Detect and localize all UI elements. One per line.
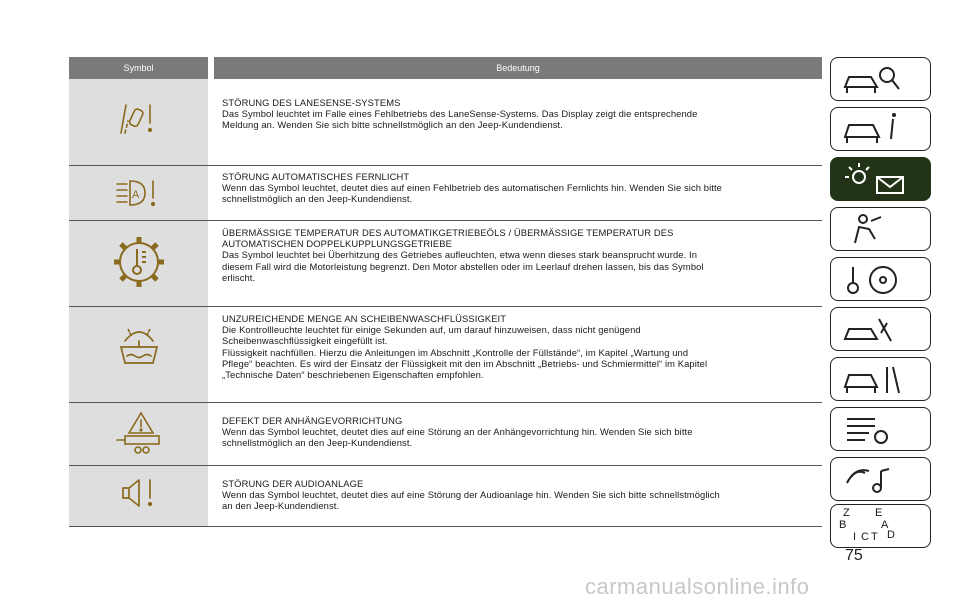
table-row [69, 403, 822, 466]
tab-specs-list[interactable] [830, 407, 931, 451]
index-letter: E [875, 507, 883, 519]
transmission-temperature-icon [112, 235, 166, 289]
row-line: an den Jeep-Kundendienst. [222, 500, 340, 512]
row-title: STÖRUNG DER AUDIOANLAGE [222, 478, 364, 489]
row-line: schnellstmöglich an den Jeep-Kundendienst. [222, 437, 413, 449]
tab-car-info[interactable] [830, 107, 931, 151]
index-letter: T [871, 531, 878, 543]
header-meaning: Bedeutung [496, 63, 540, 73]
table-row [69, 307, 822, 403]
washer-fluid-icon [115, 325, 163, 367]
tab-car-wrench[interactable] [830, 357, 931, 401]
tab-warning-lights[interactable] [830, 157, 931, 201]
warning-lights-icon [841, 163, 921, 197]
seat-airbag-icon [841, 213, 921, 247]
multimedia-icon [841, 463, 921, 497]
car-wrench-icon [841, 363, 921, 397]
table-row [69, 221, 822, 307]
tab-car-search[interactable] [830, 57, 931, 101]
index-letter: B [839, 519, 847, 531]
row-line: Das Symbol leuchtet bei Überhitzung des Getriebes aufleuchten, etwa wenn dieses stark beansprucht wurde. In [222, 249, 698, 261]
row-line: Wenn das Symbol leuchtet, deutet dies auf eine Störung an der Anhängevorrichtung hin. Wenden Sie sich bitte [222, 426, 693, 438]
table-row [69, 166, 822, 221]
row-line: Flüssigkeit nachfüllen. Hierzu die Anleitungen im Abschnitt „Kontrolle der Füllstände“, im Kapitel „Wartung und [222, 346, 689, 358]
warning-lights-table [69, 57, 822, 527]
lanesense-fault-icon [117, 101, 161, 135]
audio-fault-icon [119, 476, 159, 510]
row-line: Wenn das Symbol leuchtet, deutet dies auf eine Störung der Audioanlage hin. Wenden Sie sich bitte schnellstmöglich [222, 489, 720, 501]
tab-index[interactable] [830, 504, 931, 548]
table-row [69, 79, 822, 166]
row-title: STÖRUNG AUTOMATISCHES FERNLICHT [222, 171, 410, 182]
tab-multimedia[interactable] [830, 457, 931, 501]
table-row [69, 466, 822, 527]
car-search-icon [841, 63, 921, 97]
index-letter: D [887, 529, 895, 541]
watermark: carmanualsonline.info [585, 574, 810, 599]
svg-text:A: A [131, 189, 139, 201]
specs-list-icon [841, 413, 921, 447]
row-line: Das Symbol leuchtet im Falle eines Fehlbetriebs des LaneSense-Systems. Das Display zeigt die entsprechende [222, 108, 698, 120]
row-line: „Technische Daten“ beschriebenen Eigenschaften empfohlen. [222, 369, 484, 381]
row-line: Wenn das Symbol leuchtet, deutet dies auf einen Fehlbetrieb des automatischen Fernlichts hin. Wenden Sie sich bitte [222, 182, 722, 194]
row-title: DEFEKT DER ANHÄNGEVORRICHTUNG [222, 415, 403, 426]
row-line: schnellstmöglich an den Jeep-Kundendienst. [222, 193, 413, 205]
car-info-icon [841, 113, 921, 147]
tab-seat-airbag[interactable] [830, 207, 931, 251]
index-letter: C [861, 531, 869, 543]
row-line: Pflege“ beachten. Es wird der Einsatz der Flüssigkeit mit den im Abschnitt „Betriebs- und Schmiermittel“ im Kapitel [222, 357, 708, 369]
index-letter: I [853, 531, 857, 543]
row-line: diesem Fall wird die Motorleistung begrenzt. Den Motor abstellen oder im Leerlauf drehen lassen, bis das Symbol [222, 260, 704, 272]
row-title: ÜBERMÄSSIGE TEMPERATUR DES AUTOMATIKGETRIEBEÖLS / ÜBERMÄSSIGE TEMPERATUR DES [222, 227, 674, 238]
row-line: Scheibenwaschflüssigkeit eingefüllt ist. [222, 335, 388, 347]
index-letter: A [881, 519, 889, 531]
index-letter: Z [843, 507, 850, 519]
table-header [69, 57, 822, 79]
trailer-fault-icon [115, 411, 163, 457]
auto-high-beam-fault-icon [115, 178, 163, 208]
row-line: erlischt. [222, 271, 256, 283]
steering-key-icon [841, 263, 921, 297]
header-symbol: Symbol [123, 63, 154, 73]
row-line: Die Kontrollleuchte leuchtet für einige Sekunden auf, um darauf hinzuweisen, dass nicht genügend [222, 324, 641, 336]
row-title: UNZUREICHENDE MENGE AN SCHEIBENWASCHFLÜSSIGKEIT [222, 313, 507, 324]
tab-car-crash[interactable] [830, 307, 931, 351]
row-line: Meldung an. Wenden Sie sich bitte schnellstmöglich an den Jeep-Kundendienst. [222, 119, 563, 131]
row-title: STÖRUNG DES LANESENSE-SYSTEMS [222, 97, 401, 108]
car-crash-icon [841, 313, 921, 347]
page-number: 75 [845, 547, 863, 564]
tab-steering-key[interactable] [830, 257, 931, 301]
row-line: AUTOMATISCHEN DOPPELKUPPLUNGSGETRIEBE [222, 238, 452, 250]
